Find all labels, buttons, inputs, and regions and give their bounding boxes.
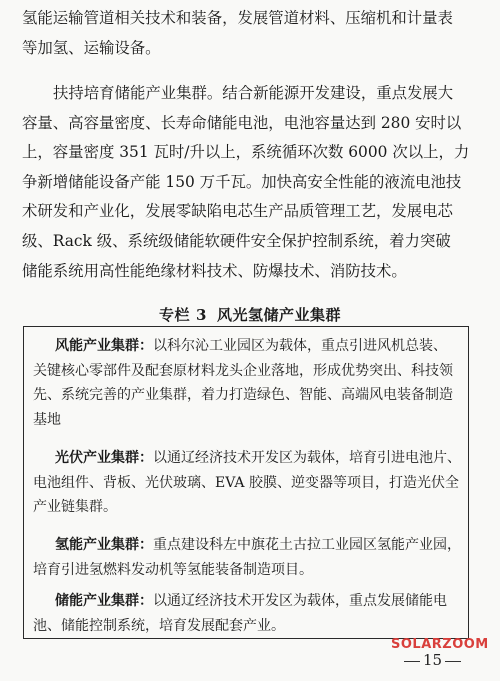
paragraph-line: 上，容量密度 351 瓦时/升以上，系统循环次数 6000 次以上，力 [22,143,470,162]
column-title [0,304,500,325]
cluster-text: 培育引进氢燃料发动机等氢能装备制造项目。 [33,561,313,578]
paragraph-line: 术研发和产业化，发展零缺陷电芯生产品质管理工艺，发展电芯 [22,202,453,221]
paragraph-energy-storage [22,79,478,286]
cluster-hydrogen [33,533,461,582]
paragraph-line: 争新增储能设备产能 150 万千瓦。加快高安全性能的液流电池技 [22,172,462,191]
page-number-text: 15 [423,651,443,669]
paragraph-line: 容量、高容量密度、长寿命储能电池，电池容量达到 280 安时以 [22,113,462,132]
cluster-storage [33,589,447,638]
paragraph-hydrogen-transport [22,4,478,63]
column-box [23,326,469,639]
dash-right [445,661,461,662]
cluster-text: 重点建设科左中旗花土古拉工业园区氢能产业园， [153,537,461,553]
dash-left [404,661,420,662]
watermark-logo: SOLARZOOM [391,637,489,652]
cluster-heading: 风能产业集群： [55,338,153,354]
cluster-text: 池、储能控制系统，培育发展配套产业。 [33,617,285,634]
paragraph-line: 扶持培育储能产业集群。结合新能源开发建设，重点发展大 [53,84,454,102]
column-title-number: 3 [196,306,207,324]
paragraph-line: 储能系统用高性能绝缘材料技术、防爆技术、消防技术。 [22,261,407,280]
cluster-text: 产业链集群。 [33,499,117,515]
cluster-text: 基地 [33,411,61,428]
cluster-text: 以通辽经济技术开发区为载体，重点发展储能电 [153,593,447,609]
cluster-wind [33,334,453,432]
cluster-solar [33,446,461,520]
cluster-heading: 光伏产业集群： [55,450,153,466]
column-title-text: 风光氢储产业集群 [216,306,341,324]
paragraph-line: 氢能运输管道相关技术和装备，发展管道材料、压缩机和计量表 [22,9,453,27]
cluster-text: 关键核心零部件及配套原材料龙头企业落地，形成优势突出、科技领 [33,362,453,379]
column-title-prefix: 专栏 [159,306,191,324]
paragraph-line: 级、Rack 级、系统级储能软硬件安全保护控制系统，着力突破 [22,231,451,250]
cluster-text: 以通辽经济技术开发区为载体，培育引进电池片、 [153,450,461,466]
cluster-text: 电池组件、背板、光伏玻璃、EVA 胶膜、逆变器等项目，打造光伏全 [33,474,459,491]
cluster-heading: 氢能产业集群： [55,537,153,553]
paragraph-line: 等加氢、运输设备。 [22,38,161,57]
cluster-text: 以科尔沁工业园区为载体，重点引进风机总装、 [153,338,447,354]
cluster-heading: 储能产业集群： [55,593,153,609]
cluster-text: 先、系统完善的产业集群，着力打造绿色、智能、高端风电装备制造 [33,387,453,403]
page-number [401,651,464,669]
